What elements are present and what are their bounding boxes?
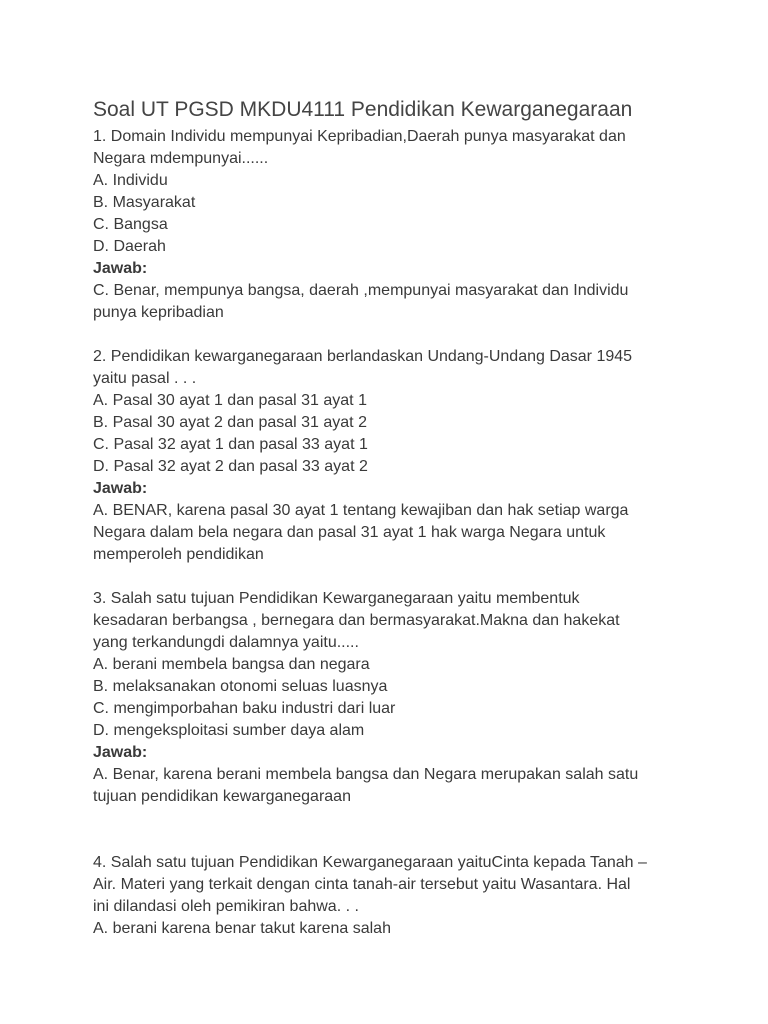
question-text: 4. Salah satu tujuan Pendidikan Kewarganegaraan yaituCinta kepada Tanah – [93, 854, 647, 871]
option-b: B. Masyarakat [93, 194, 196, 211]
option-b: B. melaksanakan otonomi seluas luasnya [93, 678, 388, 695]
question-text: Negara mdempunyai...... [93, 150, 269, 167]
answer-text: C. Benar, mempunya bangsa, daerah ,mempunyai masyarakat dan Individu [93, 282, 629, 299]
spacer [93, 566, 683, 588]
question-text: yang terkandungdi dalamnya yaitu..... [93, 634, 359, 651]
option-d: D. mengeksploitasi sumber daya alam [93, 722, 365, 739]
option-a: A. berani membela bangsa dan negara [93, 656, 370, 673]
document-title: Soal UT PGSD MKDU4111 Pendidikan Kewarganegaraan [93, 98, 633, 121]
answer-text: punya kepribadian [93, 304, 224, 321]
option-d: D. Daerah [93, 238, 166, 255]
answer-label: Jawab: [93, 744, 148, 761]
answer-text: memperoleh pendidikan [93, 546, 264, 563]
question-block-2 [93, 346, 683, 566]
document-page [93, 96, 683, 940]
question-text: 1. Domain Individu mempunyai Kepribadian,Daerah punya masyarakat dan [93, 128, 626, 145]
option-a: A. Pasal 30 ayat 1 dan pasal 31 ayat 1 [93, 392, 367, 409]
question-text: Air. Materi yang terkait dengan cinta tanah-air tersebut yaitu Wasantara. Hal [93, 876, 631, 893]
question-block-3 [93, 588, 683, 808]
question-text: 3. Salah satu tujuan Pendidikan Kewarganegaraan yaitu membentuk [93, 590, 580, 607]
question-text: ini dilandasi oleh pemikiran bahwa. . . [93, 898, 359, 915]
question-block-4 [93, 852, 683, 940]
option-c: C. Bangsa [93, 216, 168, 233]
spacer [93, 808, 683, 852]
option-c: C. mengimporbahan baku industri dari luar [93, 700, 396, 717]
answer-text: Negara dalam bela negara dan pasal 31 ayat 1 hak warga Negara untuk [93, 524, 606, 541]
question-text: 2. Pendidikan kewarganegaraan berlandaskan Undang-Undang Dasar 1945 [93, 348, 633, 365]
answer-text: tujuan pendidikan kewarganegaraan [93, 788, 351, 805]
question-block-1 [93, 126, 683, 324]
answer-text: A. Benar, karena berani membela bangsa dan Negara merupakan salah satu [93, 766, 639, 783]
option-a: A. berani karena benar takut karena salah [93, 920, 391, 937]
answer-label: Jawab: [93, 480, 148, 497]
question-text: kesadaran berbangsa , bernegara dan bermasyarakat.Makna dan hakekat [93, 612, 620, 629]
question-text: yaitu pasal . . . [93, 370, 197, 387]
answer-label: Jawab: [93, 260, 148, 277]
spacer [93, 324, 683, 346]
option-c: C. Pasal 32 ayat 1 dan pasal 33 ayat 1 [93, 436, 368, 453]
option-d: D. Pasal 32 ayat 2 dan pasal 33 ayat 2 [93, 458, 368, 475]
option-a: A. Individu [93, 172, 168, 189]
option-b: B. Pasal 30 ayat 2 dan pasal 31 ayat 2 [93, 414, 367, 431]
answer-text: A. BENAR, karena pasal 30 ayat 1 tentang kewajiban dan hak setiap warga [93, 502, 629, 519]
